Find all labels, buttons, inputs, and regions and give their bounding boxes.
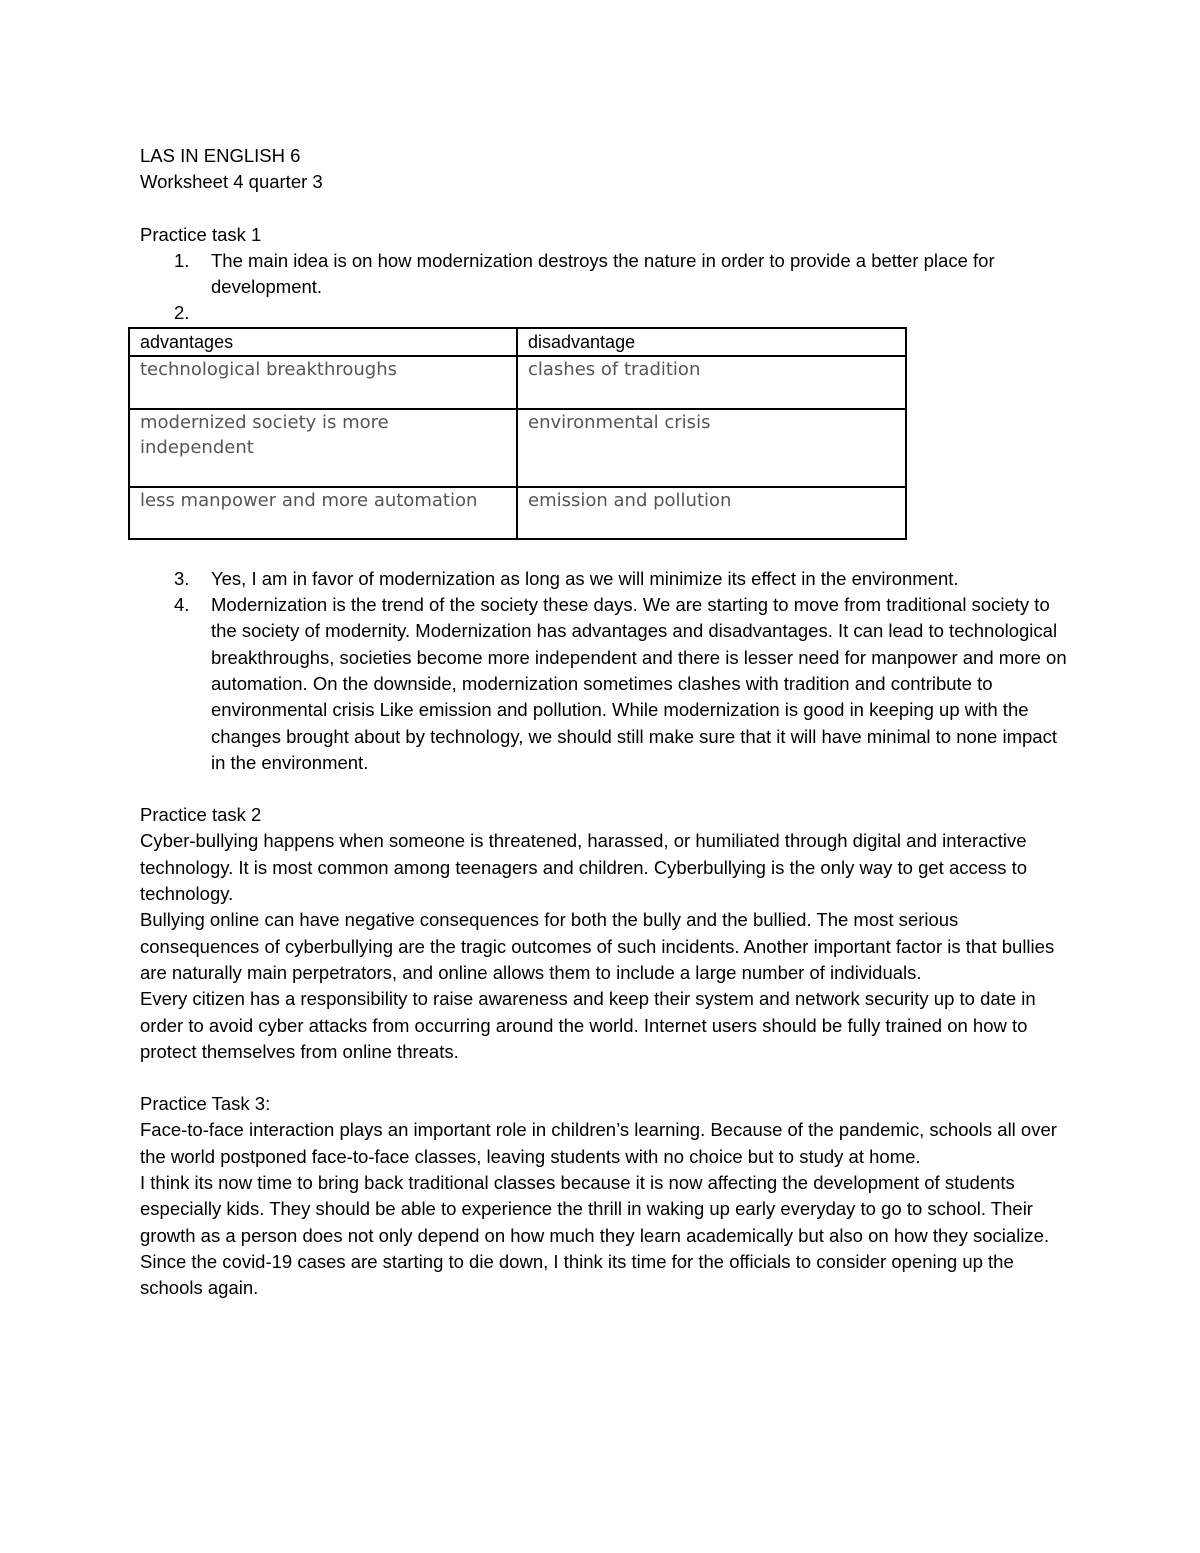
table-cell: clashes of tradition [517, 356, 906, 409]
task2-paragraph: Bullying online can have negative consequences for both the bully and the bullied. The most serious consequences of cyberbullying are the tragic outcomes of such incidents. Another important factor is that bullies are naturally main perpetrators, and online allows them to include a large number of individuals. [140, 909, 1055, 983]
task1-item-1 [140, 248, 1070, 301]
document-page [140, 143, 1070, 1302]
task1-item-4 [140, 592, 1070, 776]
spacer [140, 196, 1070, 222]
task1-list-continued [140, 566, 1070, 776]
task3-heading: Practice Task 3: [140, 1093, 271, 1115]
table-cell: emission and pollution [517, 487, 906, 539]
task3-paragraph: I think its now time to bring back traditional classes because it is now affecting the development of students especially kids. They should be able to experience the thrill in waking up early everyday to go to school. Their growth as a person does not only depend on how much they learn academically but also on how they socialize. [140, 1172, 1050, 1246]
task2-paragraph: Every citizen has a responsibility to raise awareness and keep their system and network security up to date in order to avoid cyber attacks from occurring around the world. Internet users should be fully trained on how to protect themselves from online threats. [140, 988, 1036, 1062]
table-cell: environmental crisis [517, 409, 906, 487]
document-title: LAS IN ENGLISH 6 [140, 145, 301, 166]
spacer [140, 1065, 1070, 1091]
task2-heading: Practice task 2 [140, 804, 262, 826]
document-subtitle: Worksheet 4 quarter 3 [140, 171, 323, 193]
task1-item-4-text: Modernization is the trend of the society these days. We are starting to move from traditional society to the society of modernity. Modernization has advantages and disadvantages. It can lead to technological breakthroughs, societies become more independent and there is lesser need for manpower and more on automation. On the downside, modernization sometimes clashes with tradition and contribute to environmental crisis Like emission and pollution. While modernization is good in keeping up with the changes brought about by technology, we should still make sure that it will have minimal to none impact in the environment. [211, 594, 1067, 773]
task1-item-1-text: The main idea is on how modernization destroys the nature in order to provide a better place for development. [211, 249, 995, 298]
table-header-disadvantage: disadvantage [517, 328, 906, 356]
list-marker: 4. [174, 594, 190, 616]
list-marker: 3. [174, 567, 190, 589]
table-header-advantages: advantages [129, 328, 517, 356]
task1-item-2 [140, 300, 1070, 326]
spacer [140, 776, 1070, 802]
table-cell: technological breakthroughs [129, 356, 517, 409]
task3-paragraph: Face-to-face interaction plays an important role in children’s learning. Because of the pandemic, schools all over the world postponed face-to-face classes, leaving students with no choice but to study at home. [140, 1119, 1057, 1167]
table-row [129, 487, 906, 539]
spacer [140, 540, 1070, 566]
task1-item-3-text: Yes, I am in favor of modernization as long as we will minimize its effect in the environment. [211, 567, 959, 589]
task1-heading: Practice task 1 [140, 223, 262, 245]
task3-paragraph: Since the covid-19 cases are starting to die down, I think its time for the officials to consider opening up the schools again. [140, 1250, 1014, 1299]
table-cell: less manpower and more automation [129, 487, 517, 539]
advantages-table [128, 327, 907, 540]
list-marker: 1. [174, 249, 190, 271]
list-marker: 2. [174, 302, 190, 324]
task1-item-3 [140, 566, 1070, 592]
task1-list [140, 248, 1070, 327]
task2-paragraph: Cyber-bullying happens when someone is threatened, harassed, or humiliated through digital and interactive technology. It is most common among teenagers and children. Cyberbullying is the only way to get access to technology. [140, 830, 1028, 905]
table-row [129, 356, 906, 409]
table-cell: modernized society is more independent [129, 409, 517, 487]
table-row [129, 409, 906, 487]
